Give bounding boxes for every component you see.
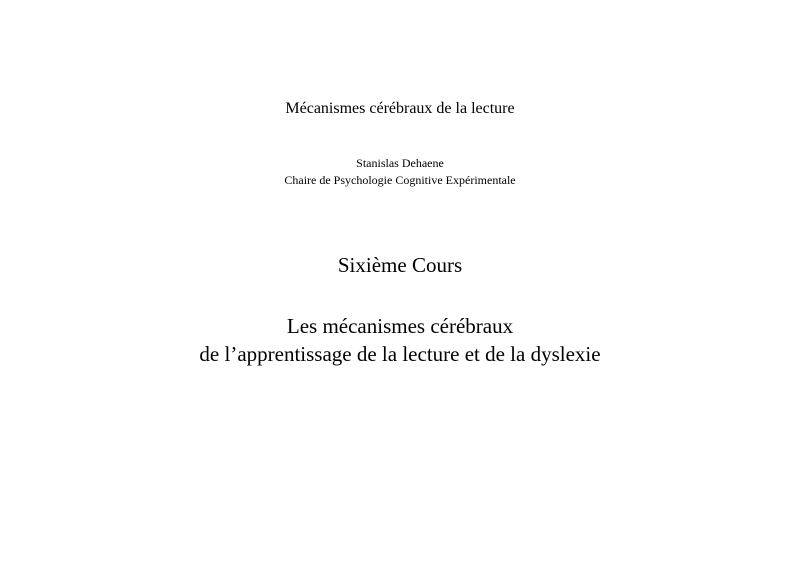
author-name: Stanislas Dehaene: [356, 156, 444, 170]
lecture-title-line-2: de l’apprentissage de la lecture et de la dyslexie: [199, 342, 601, 366]
lecture-number: Sixième Cours: [337, 253, 463, 277]
lecture-title-line-1: Les mécanismes cérébraux: [286, 314, 514, 338]
series-title: Mécanismes cérébraux de la lecture: [285, 100, 515, 117]
chair-name: Chaire de Psychologie Cognitive Expérimentale: [284, 173, 516, 187]
